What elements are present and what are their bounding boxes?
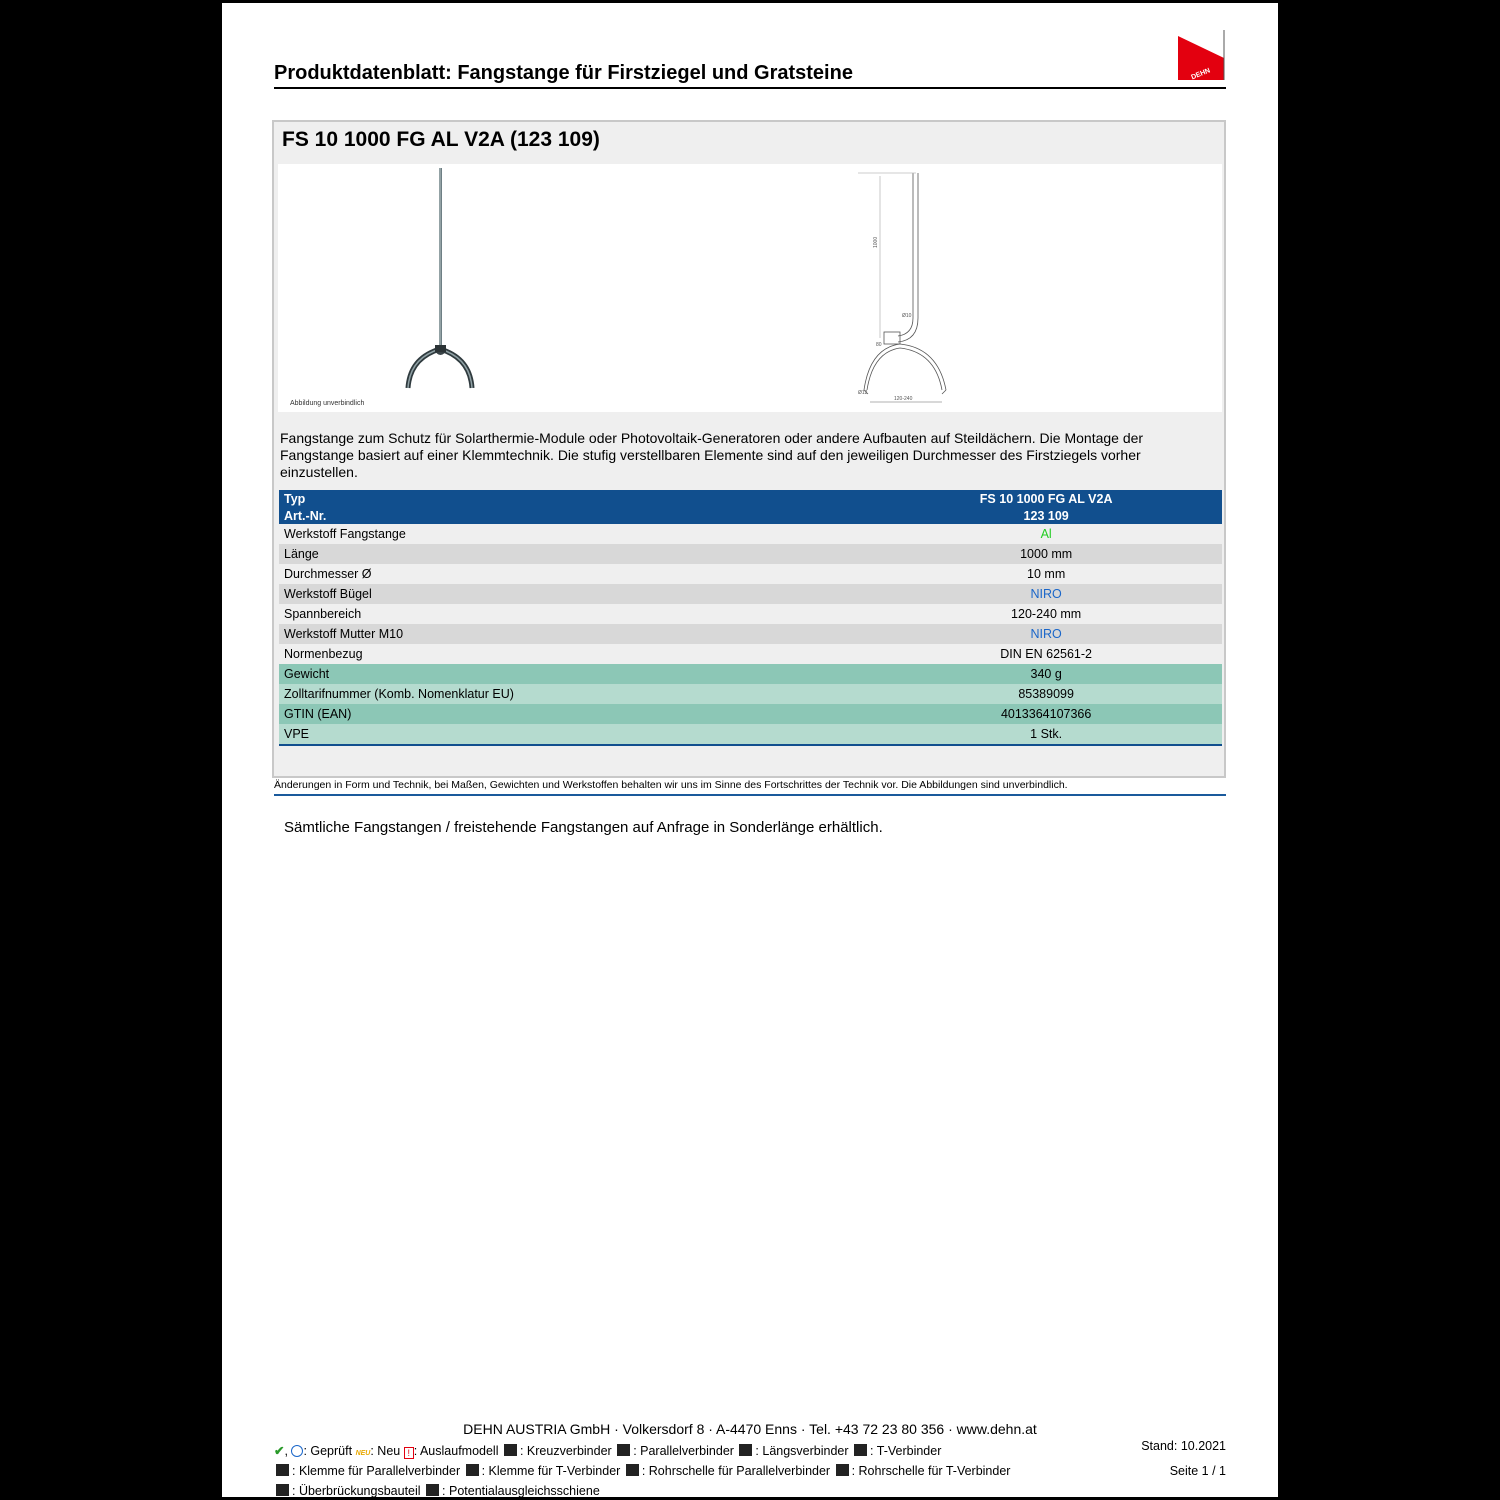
spec-row <box>279 584 1222 604</box>
spec-label: Werkstoff Mutter M10 <box>279 624 870 644</box>
spec-label: Normenbezug <box>279 644 870 664</box>
dim-side: 80 <box>876 342 882 348</box>
legend-ueberbrueckung: : Überbrückungsbauteil <box>292 1484 421 1498</box>
tested-seal-icon <box>291 1445 303 1457</box>
bridging-component-icon <box>276 1484 289 1496</box>
technical-drawing <box>856 168 976 404</box>
spec-header-row <box>279 507 1222 524</box>
availability-note: Sämtliche Fangstangen / freistehende Fangstangen auf Anfrage in Sonderlänge erhältlich. <box>284 819 883 836</box>
clamp-t-icon <box>466 1464 479 1476</box>
legend-kreuz: : Kreuzverbinder <box>519 1444 612 1458</box>
spec-value: 120-240 mm <box>870 604 1222 624</box>
inline-connector-icon <box>739 1444 752 1456</box>
dim-diameter: Ø10 <box>902 313 912 319</box>
page-title: Produktdatenblatt: Fangstange für Firstziegel und Gratsteine <box>274 62 853 84</box>
spec-value: Al <box>870 524 1222 544</box>
spec-row <box>279 604 1222 624</box>
product-photo <box>398 168 478 396</box>
issue-date: Stand: 10.2021 <box>1141 1439 1226 1453</box>
spec-value: NIRO <box>870 584 1222 604</box>
spec-label: Werkstoff Fangstange <box>279 524 870 544</box>
spec-value: 85389099 <box>870 684 1222 704</box>
spec-label: VPE <box>279 724 870 745</box>
spec-row <box>279 704 1222 724</box>
spec-row <box>279 624 1222 644</box>
spec-label: Zolltarifnummer (Komb. Nomenklatur EU) <box>279 684 870 704</box>
spec-row <box>279 684 1222 704</box>
pipe-clamp-parallel-icon <box>626 1464 639 1476</box>
legend-klemme-parallel: : Klemme für Parallelverbinder <box>292 1464 461 1478</box>
spec-row <box>279 544 1222 564</box>
spec-table <box>279 490 1222 746</box>
spec-value: 1 Stk. <box>870 724 1222 745</box>
product-image-area <box>278 164 1222 412</box>
spec-value: FS 10 1000 FG AL V2A <box>870 490 1222 507</box>
spec-label: GTIN (EAN) <box>279 704 870 724</box>
logo-text: DEHN <box>1190 67 1212 82</box>
spec-value: 4013364107366 <box>870 704 1222 724</box>
dim-bottom: Ø12 <box>858 390 868 396</box>
legend-klemme-t: : Klemme für T-Verbinder <box>481 1464 621 1478</box>
legend-auslauf: : Auslaufmodell <box>413 1444 499 1458</box>
legend-parallel: : Parallelverbinder <box>633 1444 734 1458</box>
new-badge-icon: NEU <box>355 1450 371 1457</box>
spec-label: Durchmesser Ø <box>279 564 870 584</box>
spec-label: Spannbereich <box>279 604 870 624</box>
spec-label: Typ <box>279 490 870 507</box>
spec-value: 123 109 <box>870 507 1222 524</box>
spec-row <box>279 564 1222 584</box>
spec-value: DIN EN 62561-2 <box>870 644 1222 664</box>
spec-value: 10 mm <box>870 564 1222 584</box>
spec-label: Werkstoff Bügel <box>279 584 870 604</box>
image-caption: Abbildung unverbindlich <box>290 400 365 407</box>
legend-rohr-parallel: : Rohrschelle für Parallelverbinder <box>641 1464 831 1478</box>
spec-row <box>279 644 1222 664</box>
spec-label: Länge <box>279 544 870 564</box>
spec-header-row <box>279 490 1222 507</box>
spec-row <box>279 524 1222 544</box>
cross-connector-icon <box>504 1444 517 1456</box>
spec-row <box>279 664 1222 684</box>
equipotential-bar-icon <box>426 1484 439 1496</box>
t-connector-icon <box>854 1444 867 1456</box>
spec-value: NIRO <box>870 624 1222 644</box>
dim-range: 120-240 <box>894 396 913 402</box>
page-number: Seite 1 / 1 <box>1169 1464 1226 1478</box>
spec-label: Gewicht <box>279 664 870 684</box>
title-divider <box>274 87 1226 89</box>
product-title: FS 10 1000 FG AL V2A (123 109) <box>282 128 600 151</box>
pipe-clamp-t-icon <box>836 1464 849 1476</box>
legend-rohr-t: : Rohrschelle für T-Verbinder <box>851 1464 1011 1478</box>
parallel-connector-icon <box>617 1444 630 1456</box>
discontinued-icon: ! <box>404 1447 414 1459</box>
product-description: Fangstange zum Schutz für Solarthermie-Module oder Photovoltaik-Generatoren oder andere Aufbauten auf Steildächern. Die Montage der Fangstange basiert auf einer Klemmtechnik. Die stufig verstellbaren Elemente sind auf den jeweiligen Durchmesser des Firstziegels vorher einzustellen. <box>280 430 1144 480</box>
legend-neu: : Neu <box>370 1444 401 1458</box>
legend-laengs: : Längsverbinder <box>755 1444 849 1458</box>
spec-label: Art.-Nr. <box>279 507 870 524</box>
product-box <box>272 120 1226 778</box>
legend-potential: : Potentialausgleichsschiene <box>442 1484 600 1498</box>
spec-row <box>279 724 1222 745</box>
dehn-logo <box>1176 30 1226 82</box>
legend-line-1: ✔, : Geprüft NEU: Neu ! : Auslaufmodell : Kreuzverbinder : Parallelverbinder : Längsverbinder : T-Verbinder <box>274 1444 942 1458</box>
company-address: DEHN AUSTRIA GmbH · Volkersdorf 8 · A-4470 Enns · Tel. +43 72 23 80 356 · www.dehn.at <box>463 1421 1037 1437</box>
check-icon: ✔ <box>274 1444 285 1458</box>
legend-line-3 <box>274 1484 600 1498</box>
disclaimer-text: Änderungen in Form und Technik, bei Maßen, Gewichten und Werkstoffen behalten wir uns im Sinne des Fortschrittes der Technik vor. Die Abbildungen sind unverbindlich. <box>274 779 1068 791</box>
spec-value: 1000 mm <box>870 544 1222 564</box>
legend-geprueft: : Geprüft <box>303 1444 353 1458</box>
disclaimer-divider <box>274 794 1226 796</box>
legend-t: : T-Verbinder <box>870 1444 942 1458</box>
dim-height: 1000 <box>873 236 879 248</box>
spec-value: 340 g <box>870 664 1222 684</box>
legend-line-2 <box>274 1464 1010 1478</box>
clamp-parallel-icon <box>276 1464 289 1476</box>
datasheet-page <box>222 3 1278 1497</box>
